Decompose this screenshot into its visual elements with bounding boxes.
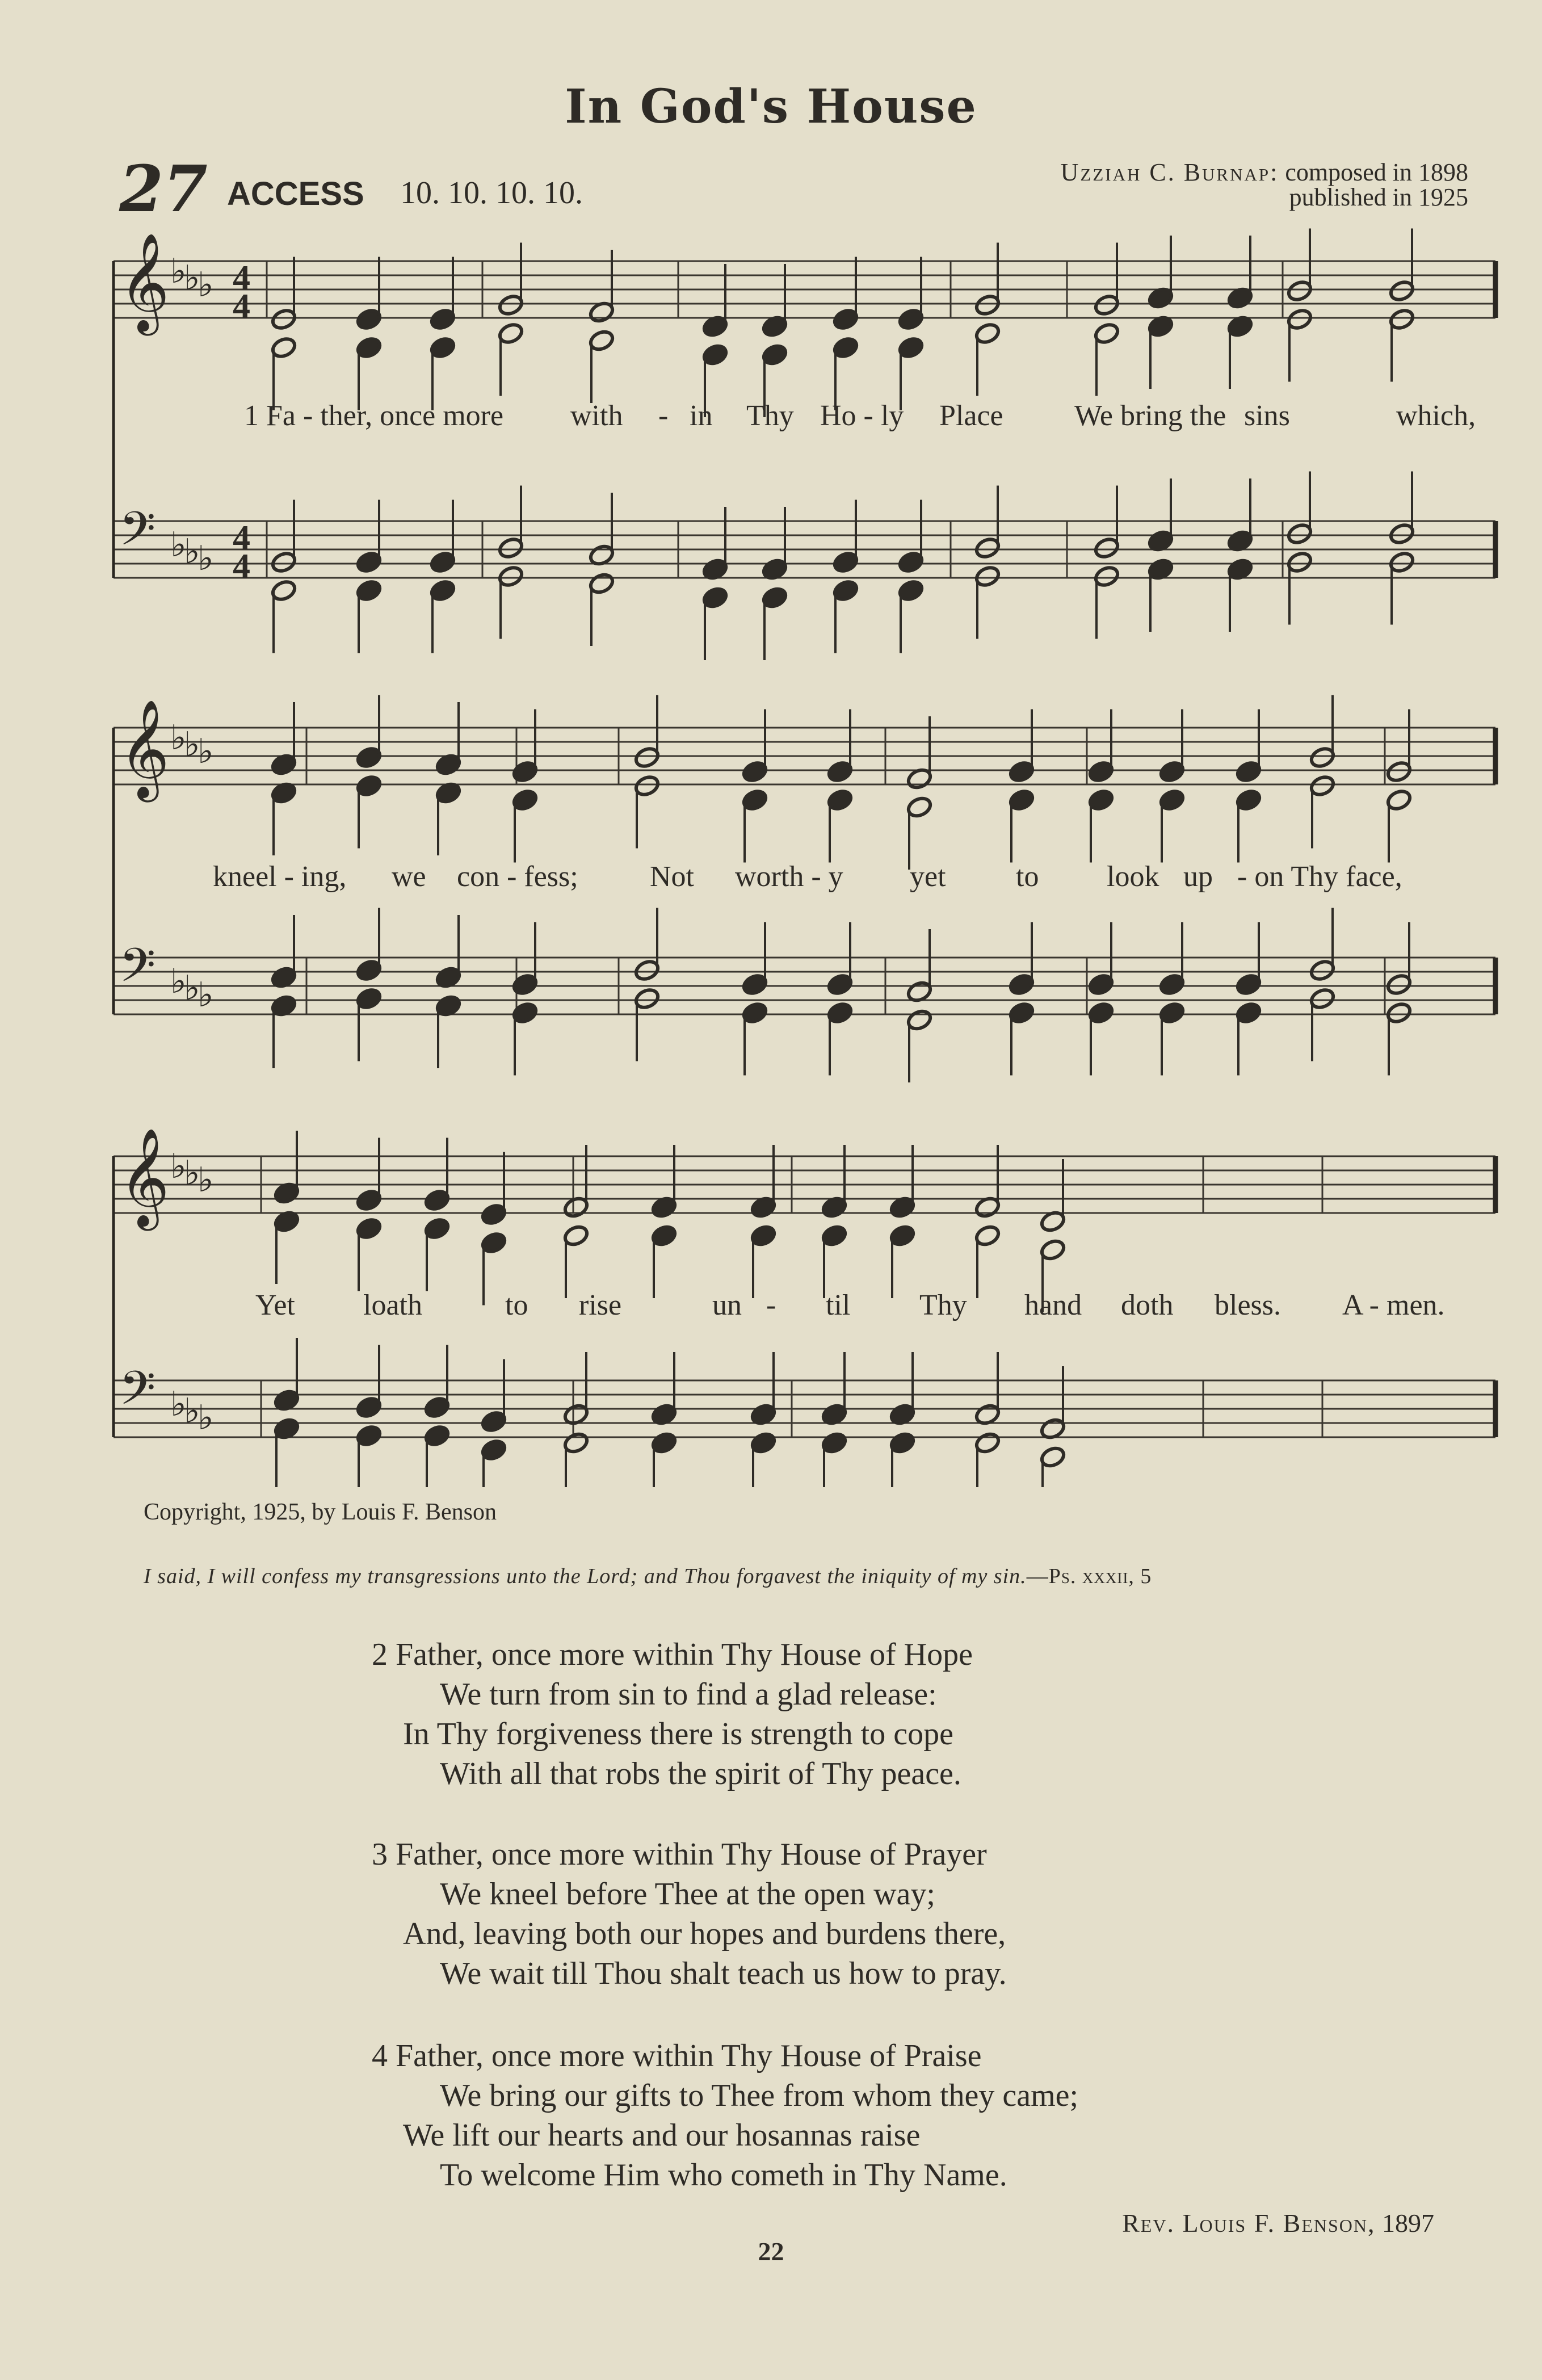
lyric-syllable: up: [1183, 861, 1213, 893]
verse-line: We turn from sin to find a glad release:: [440, 1677, 937, 1712]
lyric-syllable: Thy: [746, 400, 794, 432]
treble-clef: 𝄞: [119, 233, 170, 331]
lyric-syllable: bless.: [1215, 1289, 1281, 1321]
verse-line: We wait till Thou shalt teach us how to pray.: [440, 1956, 1007, 1991]
lyric-syllable: til: [826, 1289, 851, 1321]
lyric-syllable: Ho - ly: [820, 400, 904, 432]
lyric-syllable: A - men.: [1342, 1289, 1445, 1321]
author-year: 1897: [1382, 2209, 1434, 2238]
flat-sign: ♭: [184, 1153, 200, 1193]
flat-sign: ♭: [170, 525, 187, 565]
verse-2: [372, 1635, 973, 1794]
flat-sign: ♭: [184, 258, 200, 298]
page-number: 22: [758, 2237, 784, 2266]
verse-line: We lift our hearts and our hosannas raise: [403, 2118, 921, 2153]
flat-sign: ♭: [198, 265, 214, 305]
lyric-syllable: worth - y: [735, 861, 843, 893]
meter: 10. 10. 10. 10.: [400, 175, 583, 211]
lyric-syllable: We bring the: [1074, 400, 1226, 432]
lyric-syllable: in: [690, 400, 713, 432]
flat-sign: ♭: [170, 962, 187, 1001]
flat-sign: ♭: [184, 968, 200, 1008]
lyric-syllable: look: [1107, 861, 1159, 893]
flat-sign: ♭: [170, 718, 187, 758]
flat-sign: ♭: [198, 732, 214, 771]
lyric-syllable: with: [570, 400, 623, 432]
lyric-syllable: sins: [1244, 400, 1290, 432]
lyric-syllable: Yet: [255, 1289, 295, 1321]
lyric-syllable: which,: [1396, 400, 1476, 432]
author-credit: [1122, 2208, 1434, 2238]
time-signature-bottom: 4: [233, 287, 250, 326]
verse-line: To welcome Him who cometh in Thy Name.: [440, 2157, 1007, 2193]
verse-4: [372, 2036, 1079, 2195]
bass-clef: 𝄢: [119, 1361, 156, 1427]
flat-sign: ♭: [198, 539, 214, 578]
verse-line: In Thy forgiveness there is strength to cope: [403, 1716, 953, 1752]
hymn-number: 27: [119, 152, 208, 226]
verse-number: 2: [372, 1637, 388, 1672]
lyric-syllable: Place: [939, 400, 1003, 432]
scripture-text: I said, I will confess my transgressions unto the Lord; and Thou forgavest the iniquity of my sin.: [144, 1564, 1027, 1588]
bass-clef: 𝄢: [119, 938, 156, 1004]
lyric-syllable: we: [392, 861, 426, 893]
lyric-syllable: - on Thy face,: [1237, 861, 1402, 893]
lyric-syllable: yet: [910, 861, 946, 893]
flat-sign: ♭: [198, 975, 214, 1015]
lyric-syllable: loath: [363, 1289, 422, 1321]
lyric-syllable: un: [712, 1289, 742, 1321]
time-signature-top: 4: [233, 259, 250, 297]
lyric-syllable: 1 Fa - ther, once more: [244, 400, 504, 432]
treble-clef: 𝄞: [119, 699, 170, 798]
copyright: Copyright, 1925, by Louis F. Benson: [144, 1499, 497, 1525]
lyric-syllable: -: [766, 1289, 776, 1321]
lyric-syllable: to: [505, 1289, 528, 1321]
verse-number: 4: [372, 2038, 388, 2073]
lyric-syllable: doth: [1121, 1289, 1174, 1321]
bass-clef: 𝄢: [119, 501, 156, 568]
lyric-syllable: rise: [579, 1289, 622, 1321]
verse-line: Father, once more within Thy House of Hope: [396, 1637, 973, 1672]
lyric-syllable: kneel - ing,: [213, 861, 347, 893]
scripture-quote: [144, 1564, 1152, 1589]
flat-sign: ♭: [184, 532, 200, 572]
tune-name: ACCESS: [227, 175, 364, 212]
verse-line: We bring our gifts to Thee from whom they came;: [440, 2078, 1079, 2113]
flat-sign: ♭: [184, 1391, 200, 1431]
verse-line: Father, once more within Thy House of Praise: [396, 2038, 982, 2073]
composer-line-1: composed in 1898: [1285, 158, 1468, 186]
scripture-ref: —Ps. xxxii, 5: [1026, 1564, 1152, 1588]
verse-line: And, leaving both our hopes and burdens there,: [403, 1916, 1006, 1951]
verse-line: Father, once more within Thy House of Prayer: [396, 1837, 987, 1872]
verse-line: We kneel before Thee at the open way;: [440, 1877, 935, 1912]
lyric-syllable: hand: [1024, 1289, 1082, 1321]
lyric-syllable: -: [658, 400, 669, 432]
time-signature-top: 4: [233, 519, 250, 557]
verse-number: 3: [372, 1837, 388, 1872]
treble-clef: 𝄞: [119, 1128, 170, 1227]
author-name: Rev. Louis F. Benson,: [1122, 2209, 1376, 2238]
time-signature-bottom: 4: [233, 547, 250, 586]
flat-sign: ♭: [198, 1160, 214, 1200]
verse-line: With all that robs the spirit of Thy peace.: [440, 1756, 961, 1791]
composer-name: Uzziah C. Burnap:: [1060, 158, 1279, 186]
lyric-syllable: Not: [650, 861, 694, 893]
section-title: In God's House: [565, 79, 977, 134]
lyric-syllable: to: [1016, 861, 1039, 893]
flat-sign: ♭: [170, 1384, 187, 1424]
flat-sign: ♭: [170, 251, 187, 291]
flat-sign: ♭: [184, 725, 200, 765]
composer-line-2: published in 1925: [1289, 183, 1468, 211]
flat-sign: ♭: [198, 1398, 214, 1438]
lyric-syllable: con - fess;: [457, 861, 578, 893]
verse-3: [372, 1835, 1007, 1993]
lyric-syllable: Thy: [919, 1289, 967, 1321]
flat-sign: ♭: [170, 1147, 187, 1186]
